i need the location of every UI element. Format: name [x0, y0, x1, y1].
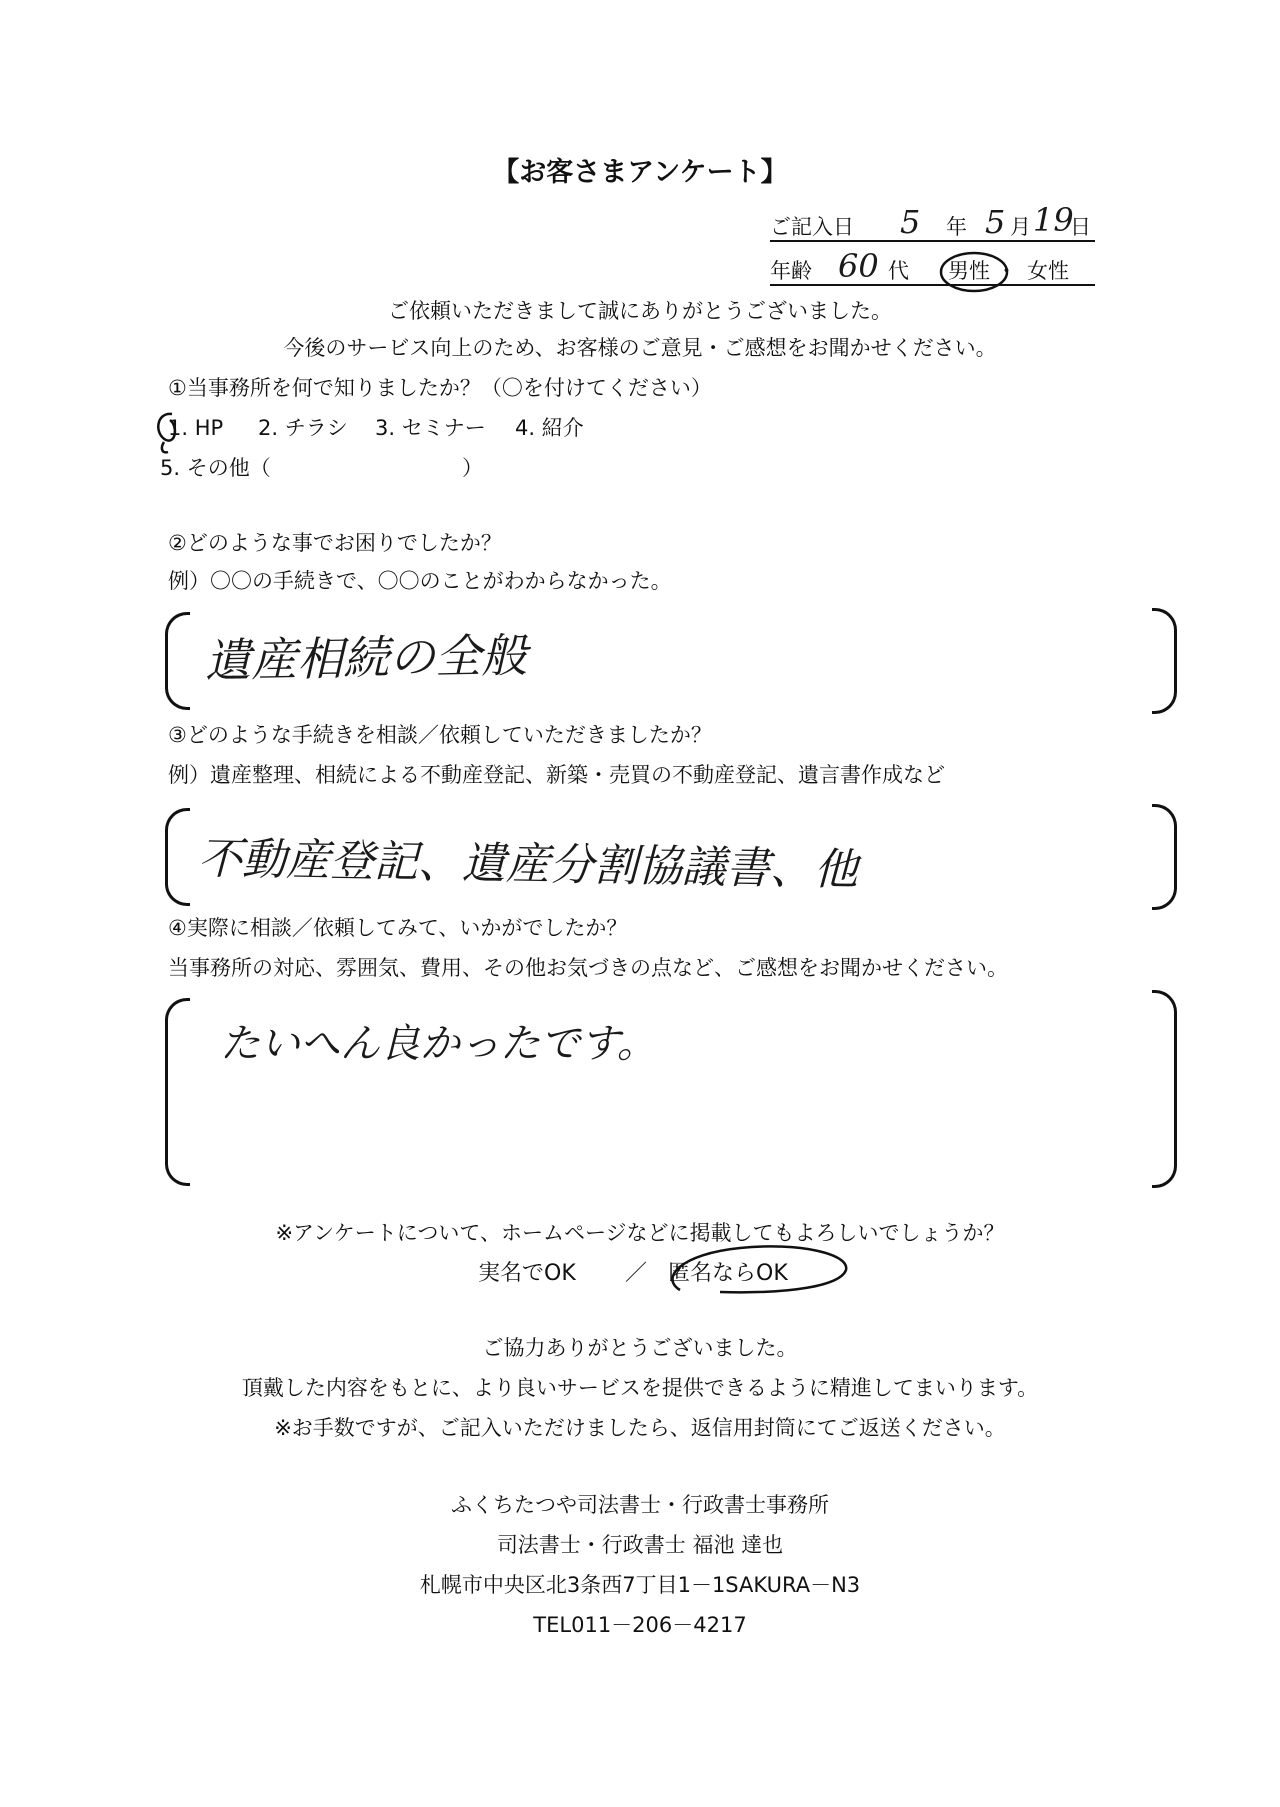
q2-answer-text[interactable]: 遺産相続の全般 [204, 628, 528, 688]
q1-option-referral[interactable]: 4. 紹介 [515, 416, 584, 440]
q2-answer-bracket-right [1152, 608, 1177, 714]
closing-line-3: ※お手数ですが、ご記入いただけましたら、返信用封筒にてご返送ください。 [274, 1416, 1006, 1440]
q1-option-seminar[interactable]: 3. セミナー [375, 416, 486, 440]
gender-male-circle-mark [940, 250, 1010, 294]
age-gender-row [770, 247, 1095, 286]
page-title: 【お客さまアンケート】 [492, 157, 788, 188]
q2-question: ②どのような事でお困りでしたか？ [168, 531, 502, 555]
gender-male[interactable]: 男性 [948, 259, 990, 283]
publish-anonymous-circle-mark [650, 1232, 860, 1312]
day-label: 日 [1070, 215, 1091, 239]
year-label: 年 [946, 215, 967, 239]
q4-question: ④実際に相談／依頼してみて、いかがでしたか？ [168, 916, 628, 940]
office-address: 札幌市中央区北3条西7丁目1－1SAKURA－N3 [419, 1573, 861, 1597]
q1-option-hp[interactable]: 1. HP [168, 416, 224, 440]
publish-option-real-name[interactable]: 実名でOK [478, 1261, 576, 1286]
date-month-value[interactable]: 5 [985, 203, 1006, 241]
month-label: 月 [1010, 215, 1031, 239]
office-tel[interactable]: TEL011－206－4217 [533, 1613, 747, 1637]
q1-question: ①当事務所を何で知りましたか？（〇を付けてください） [168, 376, 712, 400]
q3-example: 例）遺産整理、相続による不動産登記、新築・売買の不動産登記、遺言書作成など [168, 763, 945, 787]
gender-female[interactable]: 女性 [1027, 259, 1069, 283]
publish-question: ※アンケートについて、ホームページなどに掲載してもよろしいでしょうか？ [275, 1221, 1005, 1245]
date-day-value[interactable]: 19 [1033, 201, 1074, 239]
intro-line-1: ご依頼いただきまして誠にありがとうございました。 [388, 299, 892, 323]
publish-option-separator: ／ [625, 1261, 648, 1286]
date-label: ご記入日 [770, 215, 854, 239]
age-suffix: 代 [888, 259, 909, 283]
q4-subtext: 当事務所の対応、雰囲気、費用、その他お気づきの点など、ご感想をお聞かせください。 [168, 956, 1008, 980]
age-label: 年齢 [770, 259, 812, 283]
q4-answer-text[interactable]: たいへん良かったです。 [220, 1021, 657, 1067]
q4-answer-bracket-left [165, 998, 190, 1186]
q4-answer-bracket-right [1152, 990, 1177, 1188]
intro-line-2: 今後のサービス向上のため、お客様のご意見・ご感想をお聞かせください。 [283, 336, 997, 360]
q3-answer-text[interactable]: 不動産登記、遺産分割協議書、他 [197, 833, 859, 896]
q1-hp-circle-mark [150, 408, 190, 456]
closing-line-1: ご協力ありがとうございました。 [482, 1336, 798, 1360]
date-row [770, 201, 1095, 242]
q2-example: 例）〇〇の手続きで、〇〇のことがわからなかった。 [168, 569, 672, 593]
date-year-value[interactable]: 5 [900, 203, 921, 241]
q3-answer-bracket-right [1152, 804, 1177, 910]
age-value[interactable]: 60 [838, 247, 879, 285]
office-name: ふくちたつや司法書士・行政書士事務所 [451, 1493, 829, 1517]
gender-separator: ・ [996, 259, 1017, 283]
q1-option-flyer[interactable]: 2. チラシ [258, 416, 348, 440]
closing-line-2: 頂戴した内容をもとに、より良いサービスを提供できるように精進してまいります。 [241, 1376, 1039, 1400]
q1-option-other[interactable]: 5. その他（ [160, 456, 271, 480]
q3-answer-bracket-left [165, 808, 190, 906]
q3-question: ③どのような手続きを相談／依頼していただきましたか？ [168, 723, 712, 747]
q2-answer-bracket-left [165, 612, 190, 710]
office-representative: 司法書士・行政書士 福池 達也 [496, 1533, 784, 1557]
publish-option-anonymous[interactable]: 匿名ならOK [668, 1261, 788, 1286]
q1-option-other-close: ） [462, 456, 483, 480]
